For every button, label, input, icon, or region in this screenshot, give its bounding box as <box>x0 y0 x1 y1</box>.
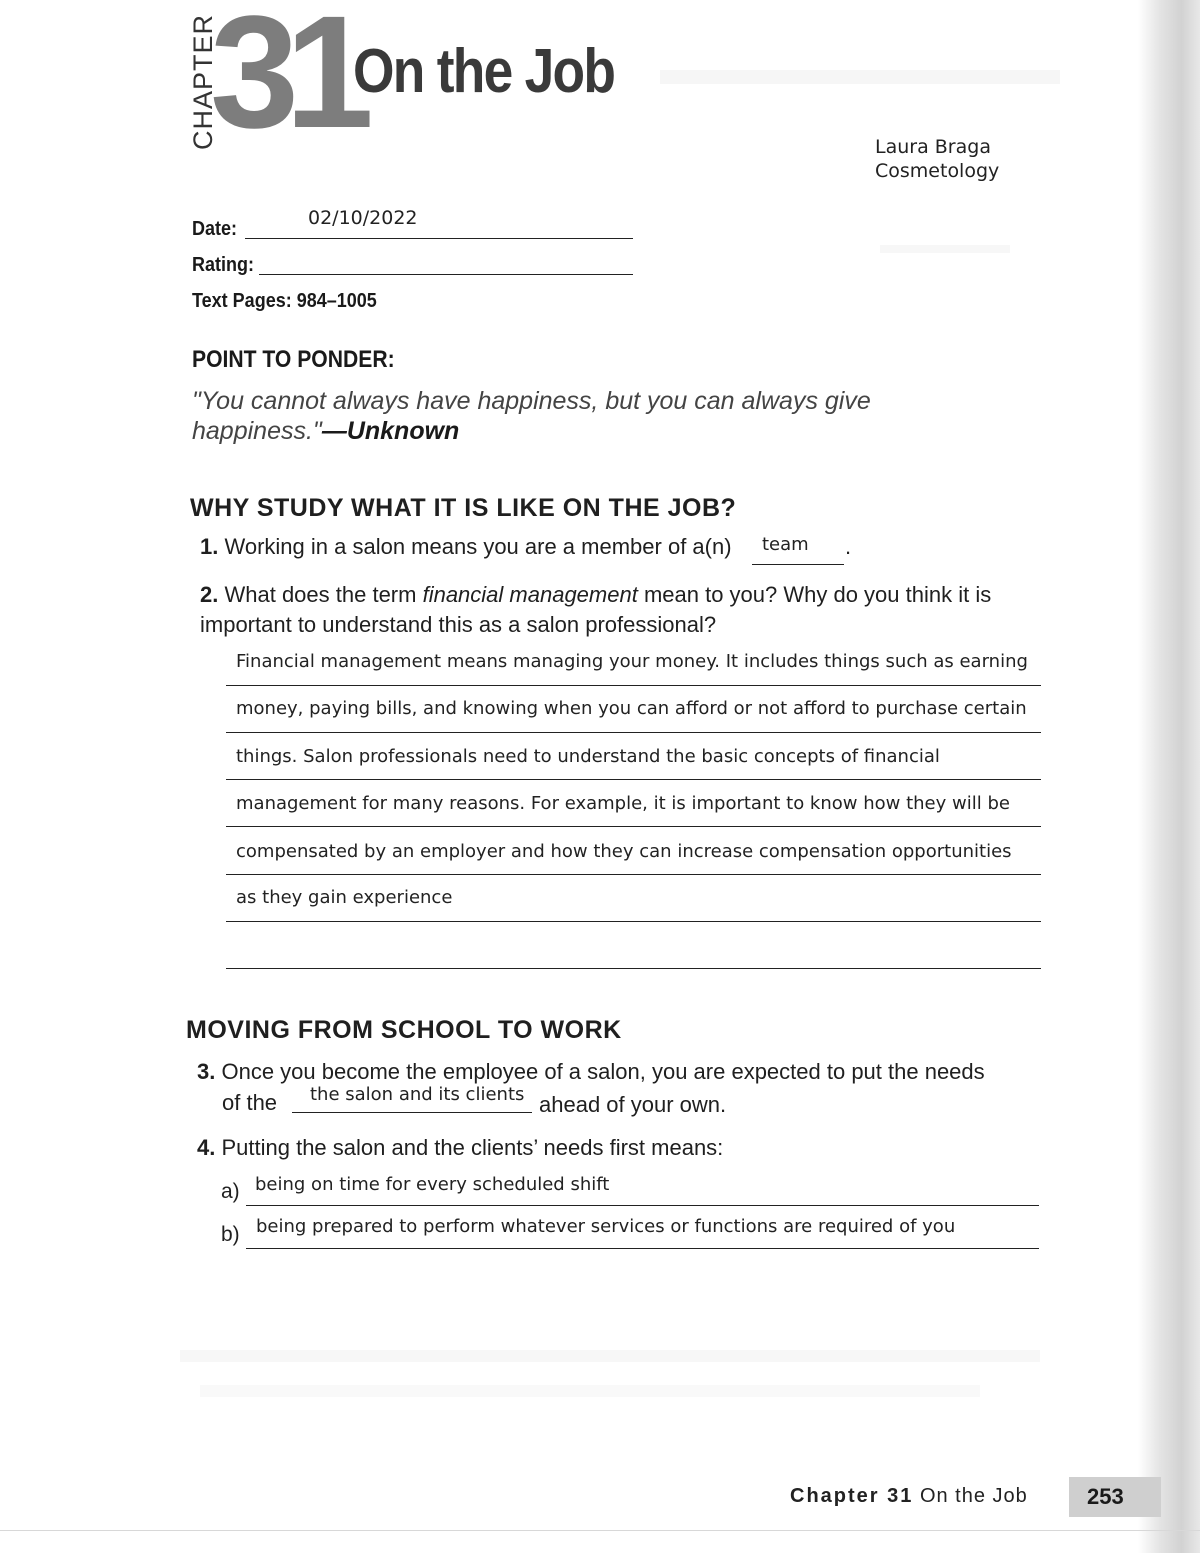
quote-text: "You cannot always have happiness, but you can always give happiness." <box>192 387 871 445</box>
footer-chapter-label: Chapter 31 <box>790 1485 914 1507</box>
chapter-title: On the Job <box>353 37 615 106</box>
q2-answer-line: compensated by an employer and how they can increase compensation opportunities <box>236 841 1012 862</box>
q2-answer-rule[interactable] <box>226 874 1041 875</box>
question-2 <box>200 580 1030 640</box>
question-number: 2. <box>200 582 219 607</box>
q2-answer-rule[interactable] <box>226 826 1041 827</box>
student-name: Laura Braga <box>875 136 991 158</box>
question-number: 4. <box>197 1135 216 1160</box>
question-text: mean to you? Why do you think it is important to understand this as a salon professional? <box>200 582 992 637</box>
q3-answer-blank[interactable] <box>292 1112 532 1113</box>
q2-answer-line: Financial management means managing your money. It includes things such as earning <box>236 651 1028 672</box>
q3-answer: the salon and its clients <box>310 1084 525 1105</box>
page-bottom-rule <box>0 1530 1200 1531</box>
section-heading-school-to-work: MOVING FROM SCHOOL TO WORK <box>186 1016 622 1044</box>
q4-a-answer: being on time for every scheduled shift <box>255 1174 610 1195</box>
q2-answer-line: money, paying bills, and knowing when you can afford or not afford to purchase certain <box>236 698 1027 719</box>
date-field[interactable] <box>245 238 633 239</box>
question-text: Once you become the employee of a salon, you are expected to put the needs <box>221 1059 985 1084</box>
q2-answer-rule[interactable] <box>226 968 1041 969</box>
q4-a-answer-rule[interactable] <box>246 1205 1039 1206</box>
question-4 <box>197 1133 723 1163</box>
student-program: Cosmetology <box>875 160 1000 182</box>
q2-answer-line: things. Salon professionals need to understand the basic concepts of financial <box>236 746 940 767</box>
question-3-ending: ahead of your own. <box>539 1092 727 1117</box>
date-label: Date: <box>192 218 238 240</box>
chapter-label: CHAPTER <box>188 13 218 150</box>
text-pages: Text Pages: 984–1005 <box>192 290 377 312</box>
q4-b-answer: being prepared to perform whatever services or functions are required of you <box>256 1216 956 1237</box>
footer-chapter <box>790 1485 1028 1508</box>
ponder-heading: POINT TO PONDER: <box>192 346 395 373</box>
bleed-through-area <box>180 1350 1040 1362</box>
q1-period: . <box>845 534 852 559</box>
rating-field[interactable] <box>259 274 633 275</box>
q2-answer-rule[interactable] <box>226 732 1041 733</box>
question-number: 1. <box>200 534 219 559</box>
rating-label: Rating: <box>192 254 255 276</box>
question-3-continued: of the <box>222 1090 278 1115</box>
q1-answer: team <box>762 534 809 555</box>
quote-author: —Unknown <box>321 417 460 445</box>
ponder-quote <box>192 386 972 446</box>
q4-b-answer-rule[interactable] <box>246 1248 1039 1249</box>
q2-answer-line: as they gain experience <box>236 887 453 908</box>
chapter-number: 31 <box>210 0 360 161</box>
q2-answer-line: management for many reasons. For example, it is important to know how they will be <box>236 793 1010 814</box>
bleed-through-area <box>880 245 1010 253</box>
date-value: 02/10/2022 <box>308 207 418 229</box>
q4-b-label: b) <box>221 1223 240 1246</box>
q4-a-label: a) <box>221 1180 240 1203</box>
q2-answer-rule[interactable] <box>226 685 1041 686</box>
page-number: 253 <box>1087 1484 1124 1509</box>
question-text: Putting the salon and the clients’ needs first means: <box>221 1135 724 1160</box>
q2-answer-rule[interactable] <box>226 779 1041 780</box>
question-text: What does the term <box>224 582 423 607</box>
q2-answer-rule[interactable] <box>226 921 1041 922</box>
bleed-through-area <box>200 1385 980 1397</box>
q1-answer-blank[interactable] <box>752 564 844 565</box>
footer-chapter-title: On the Job <box>919 1485 1028 1507</box>
question-number: 3. <box>197 1059 216 1084</box>
question-3 <box>197 1057 1037 1087</box>
question-italic-term: financial management <box>422 582 638 607</box>
scanned-page-edge-shadow <box>1138 0 1200 1553</box>
question-text: Working in a salon means you are a member of a(n) <box>224 534 732 559</box>
bleed-through-area <box>660 70 1060 84</box>
section-heading-why-study: WHY STUDY WHAT IT IS LIKE ON THE JOB? <box>190 494 737 522</box>
question-1 <box>200 532 732 562</box>
